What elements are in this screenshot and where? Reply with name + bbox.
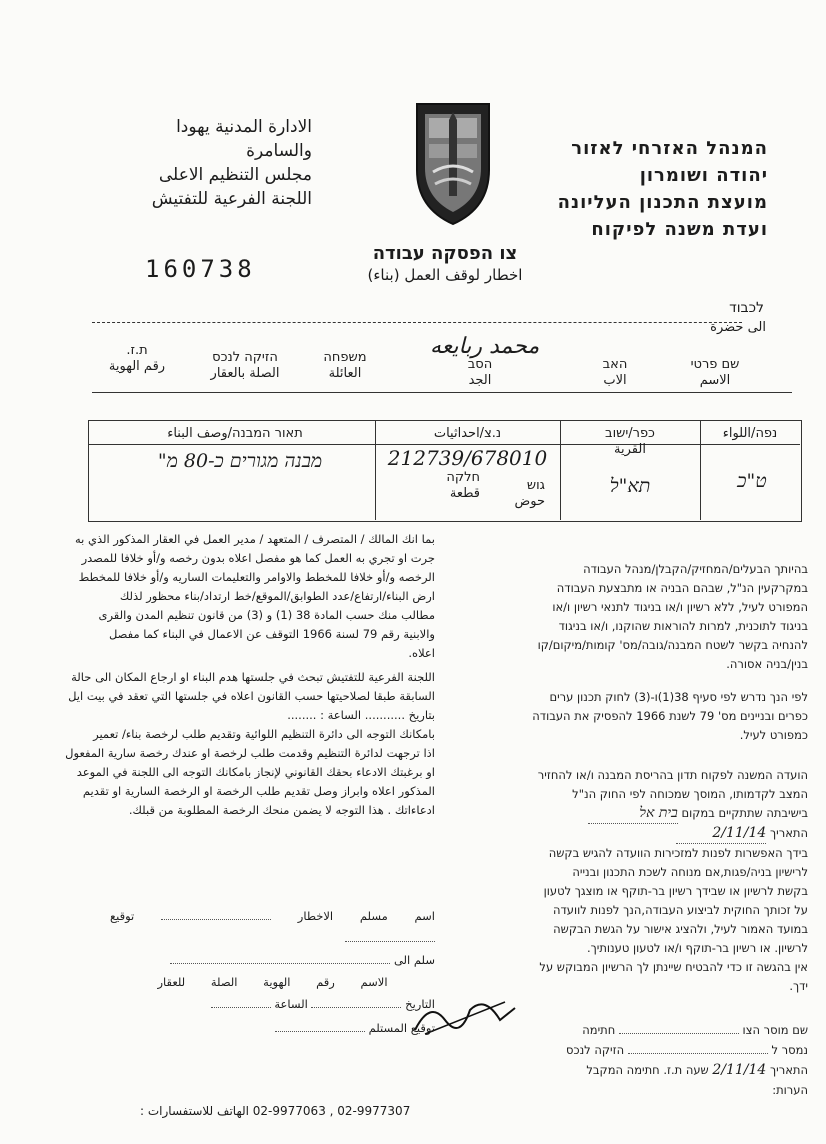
hebrew-body-line: כמפורט לעיל. [739,728,808,742]
village-value: תא"ל [609,475,651,497]
order-title-hebrew: צו הפסקה עבודה [372,243,518,264]
column-label-hebrew: האב [602,357,628,372]
order-title-arabic: اخطار لوقف العمل (بناء) [367,266,523,284]
village-label-arabic: القرية [614,442,646,457]
arabic-hour-label: الساعة [274,997,308,1011]
hebrew-body-1 [440,560,808,674]
arabic-body-line: اذا ترجهت لدائرة التنظيم وقدمت طلب لرخصة او عندك رخصة سارية المفعول [65,746,435,760]
date-line-label: התאריך [770,1063,808,1077]
block-label-hebrew: גוש [526,478,545,493]
arabic-body-line: جرت او تجري به العمل كما هو مفصل اعلاه بدون رخصه و/أو خلافا للمصدر [81,551,435,565]
arabic-body-line: ارض البناء/ارتفاع/عدد الطوابق/الموقع/خط ارتداد/بناء محظور لذلك [119,589,435,603]
hebrew-body-text: התאריך [770,826,808,840]
arabic-handed-to-blank [170,963,390,964]
parcel-label [410,470,480,502]
deliverer-blank [619,1033,739,1034]
column-label-arabic: الجد [468,373,492,388]
arabic-body-line: الرخصه و/أو خلافا للمخطط والاوامر والتعليمات الساريه و/أو خلافا للمخطط [78,570,435,584]
village-label-hebrew: כפר/ישוב [605,426,655,441]
arabic-signature-line [110,971,435,993]
column-label-arabic: الصلة بالعقار [210,366,280,381]
hebrew-body-line: בנין/בניה אסורה. [726,657,808,671]
arabic-body-line: بامكانك التوجه الى دائرة التنظيم اللوائية وتقديم طلب لرخصة بناء/ تعمير [93,727,435,741]
district-label: נפה/اللواء [722,426,778,441]
arabic-header-line: اللجنة الفرعية للتفتيش [151,189,312,209]
column-grandfather [440,357,520,389]
deliverer-label: שם מוסר הצו [742,1023,808,1037]
arabic-signature-line [110,905,435,949]
hebrew-header-line: יהודה ושומרון [639,165,768,186]
arabic-recipient-signature-blank [275,1031,365,1032]
arabic-body-line: ادعاءاتك . هذا التوجه لا يضمن منحك الرخصة المطلوبة من قبلك. [128,803,435,817]
column-label-hebrew: הסב [467,357,493,372]
arabic-body-1 [40,530,435,663]
serial-number: 160738 [145,255,256,283]
footer-phone: 02-9977307 , 02-9977063 الهاتف للاستفسارات : [140,1104,411,1118]
arabic-header-line: والسامرة [246,141,312,161]
district-label-hebrew: נפה [755,426,778,441]
arabic-body-line: بما انك المالك / المتصرف / المتعهد / مدير العمل في العقار المذكور الذي به [74,532,435,546]
hearing-date: 2/11/14 [676,824,766,844]
arabic-body-line: مطالب منك حسب المادة 38 (1) و (3) من قانون تنظيم المدن والقرى [98,608,435,622]
hebrew-body-line: המצב לקדמותו, המוסך שמכוחה לפי החוק הנ"ל [572,787,808,801]
description-value: מבנה מגורים כ-80 מ" [157,450,323,472]
column-father [575,357,655,389]
arabic-deliverer-label: اسم مسلم الاخطار [297,909,436,923]
hebrew-body-line: בקשת לרשיון או שבידך רשיון בר-תוקף או מוצגך לטעון [543,884,808,898]
arabic-header [72,115,312,211]
arabic-deliverer-blank [161,919,271,920]
table-divider [560,420,561,520]
column-label-arabic: الاب [603,373,627,388]
arabic-relation-label: الصلة للعقار [157,975,238,989]
hebrew-body-text: בישיבתה שתתקיים במקום [681,806,808,820]
arabic-signature-blank [345,941,435,942]
hebrew-header-line: מועצת התכנון העליונה [557,192,768,213]
description-label: תאור המבנה/وصف البناء [167,426,303,441]
column-label-hebrew: ת.ז. [126,343,148,358]
arabic-signature-line [110,949,435,971]
arabic-body-2 [40,668,435,820]
district-value: ט"כ [737,470,767,492]
addressee-label-arabic: الى حضرة [710,320,766,335]
hebrew-body-line: ידך. [789,979,808,993]
block-label-arabic: حوض [514,494,545,509]
handwritten-name: محمد ربايعه [430,334,540,359]
hebrew-body-line: בהיותך הבעלים/המחזיק/הקבלן/מנהל העבודה [583,562,808,576]
table-divider [375,420,376,520]
arabic-name-label: الاسم [360,975,388,989]
arabic-handed-to-label: سلم الى [393,953,435,967]
hebrew-body-line: כפרים ובניינים מס' 79 לשנת 1966 להפסיק את העבודה [532,709,808,723]
hebrew-body-line [440,824,808,844]
hebrew-body-line: במועד האמור לעיל, ולהציג אישור על הגשת הבקשה [553,922,808,936]
arabic-body-line: السابقة طبقا لصلاحيتها حسب القانون اعلاه في جلستها التي تعقد في بيت ايل [68,689,435,703]
arabic-signature-block [110,905,435,993]
relation-label: הזיקה לנכס [566,1043,625,1057]
column-relation [195,350,295,382]
hebrew-body-2 [440,688,808,745]
arabic-date-blank [311,1007,401,1008]
coords-value: 212739/678010 [387,446,548,470]
hebrew-header-line: המנהל האזרחי לאזור [571,138,768,159]
arabic-header-line: الادارة المدنية يهودا [176,117,312,137]
signature-label: חתימה [582,1023,616,1037]
hebrew-header [508,135,768,243]
arabic-date-label: التاريخ [405,997,435,1011]
column-family [305,350,385,382]
column-label-arabic: الاسم [699,373,731,388]
hebrew-body-line: המפורט לעיל, ללא רשיון ו/או בניגוד לתנאי רשיון ו/או [552,600,808,614]
person-table-bottom-line [92,392,792,393]
column-label-arabic: العائلة [328,366,362,381]
divider-line [92,322,742,323]
signature-line [440,1060,808,1080]
arabic-body-line: والابنية رقم 79 لسنة 1966 التوقف عن الاعمال في البناء كما مفصل [108,627,435,641]
hebrew-body-line: לרשיון. או רשיון בר-תוקף ו/או לטעון טענותיך. [586,941,808,955]
column-label-hebrew: שם פרטי [690,357,740,372]
column-id [92,343,182,375]
column-label-hebrew: משפחה [323,350,367,365]
hebrew-body-line: להנחיה בקשר לשטח המבנה/גובה/מס' קומות/מיקום/קו [537,638,808,652]
hebrew-body-line: לפי הנך נדרש לפי סעיף 38(1)ו-(3) לחוק תכנון ערים [549,690,808,704]
column-label-hebrew: הזיקה לנכס [212,350,278,365]
arabic-signature-label: توقيع [110,909,135,923]
delivery-date-value: 2/11/14 [712,1062,767,1078]
column-first-name [640,357,790,389]
addressee-label-hebrew: לכבוד [729,300,764,316]
arabic-header-line: مجلس التنظيم الاعلى [158,165,312,185]
arabic-recipient-signature-label: توقيع المستلم [368,1021,435,1035]
hebrew-body-line: לרישיון בניה/פגות,אם מנוחה לשכת התכנון ובנייה [572,865,808,879]
village-label [565,426,695,458]
parcel-label-arabic: قطعة [449,486,480,501]
hebrew-body-line: בניגוד לתוכנית, למרות להוראות שהוקנו, ו/או בניגוד [558,619,808,633]
arabic-id-label: رقم الهوية [263,975,335,989]
arabic-date-line [150,992,435,1016]
recipient-label: נמסר ל [771,1043,808,1057]
hebrew-body-3 [440,766,808,996]
hebrew-body-line: במקרקעין הנ"ל, שבהם הבניה או מתבצעת העבודה [556,581,808,595]
recipient-signature-label: חתימה המקבל [586,1063,660,1077]
hebrew-body-line: הועדה המשנה לפקוח תדון בהריסת המבנה ו/או להחזיר [537,768,808,782]
arabic-recipient-sig-line [150,1016,435,1040]
hearing-place: בית אל [588,804,678,824]
emblem-shield-icon [413,100,493,228]
hebrew-header-line: ועדת משנה לפיקוח [591,219,768,240]
recipient-blank [628,1053,768,1054]
hebrew-body-line: על זכותך החוקית לביצוע העבודה,הנך לפנות לוועדה [553,903,808,917]
arabic-date-block [150,992,435,1040]
hebrew-body-line: אין בהגשה זו כדי להבטיח שיינתן לך הרשיון המבוקש על [539,960,808,974]
column-label-arabic: رقم الهوية [108,359,166,374]
arabic-hour-blank [211,1007,271,1008]
arabic-body-line: المذكور اعلاه وابراز وصل تقديم طلب الرخصة او الرخصة السارية او تقديم [82,784,435,798]
notes-label: הערות: [772,1083,808,1097]
parcel-label-hebrew: חלקה [446,470,480,485]
arabic-body-line: اللجنة الفرعية للتفتيش تبحث في جلستها هدم البناء او ارجاع المكان الى حالة [71,670,435,684]
hour-label: שעה [685,1063,709,1077]
arabic-body-line: بتاريخ ........... الساعة : ........ [287,708,435,722]
arabic-body-line: اعلاه. [408,646,435,660]
coords-label: נ.צ/احداثيات [433,426,502,441]
id-label: ת.ז. [663,1063,683,1077]
arabic-body-line: او برغبتك الادعاء بحقك القانوني لإنجاز بامكانك التوجه الى اللجنة في الموعد [76,765,435,779]
hebrew-body-line: בידך האפשרות לפנות למזכירות הוועדה להגיש בקשה [548,846,808,860]
table-divider [700,420,701,520]
signature-line [440,1040,808,1060]
hebrew-body-line [440,804,808,824]
district-label-arabic: اللواء [722,426,752,441]
